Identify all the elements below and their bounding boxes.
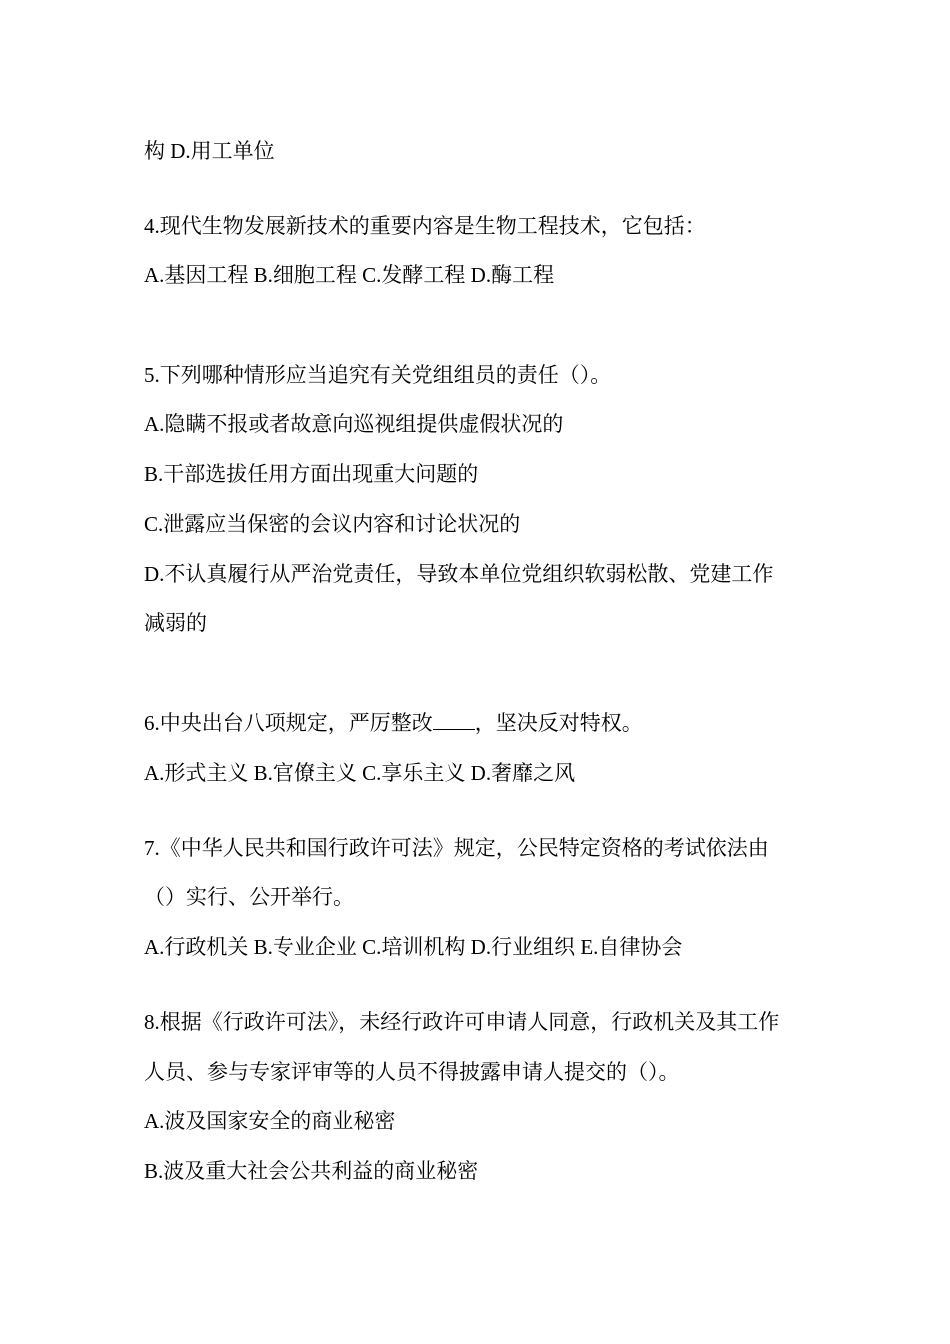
question-7-stem: 7.《中华人民共和国行政许可法》规定，公民特定资格的考试依法由 <box>144 836 769 860</box>
question-8-option-a: A.波及国家安全的商业秘密 <box>144 1109 396 1133</box>
question-7-options: A.行政机关 B.专业企业 C.培训机构 D.行业组织 E.自律协会 <box>144 935 683 959</box>
question-6-stem <box>144 709 643 737</box>
question-5-option-b: B.干部选拔任用方面出现重大问题的 <box>144 462 479 486</box>
question-6-stem-after: ，坚决反对特权。 <box>474 711 643 735</box>
question-6-stem-before: 6.中央出台八项规定，严厉整改 <box>144 711 433 735</box>
continued-option-fragment: 构 D.用工单位 <box>144 139 275 163</box>
question-4-stem: 4.现代生物发展新技术的重要内容是生物工程技术，它包括： <box>144 214 706 238</box>
question-5-option-c: C.泄露应当保密的会议内容和讨论状况的 <box>144 512 521 536</box>
question-5-option-d: D.不认真履行从严治党责任，导致本单位党组织软弱松散、党建工作 <box>144 562 774 586</box>
question-8-stem-continued: 人员、参与专家评审等的人员不得披露申请人提交的（）。 <box>144 1060 680 1084</box>
question-5-stem: 5.下列哪种情形应当追究有关党组组员的责任（）。 <box>144 363 612 387</box>
question-7-stem-continued: （）实行、公开举行。 <box>144 885 354 909</box>
question-6-options: A.形式主义 B.官僚主义 C.享乐主义 D.奢靡之风 <box>144 761 576 785</box>
question-5-option-d-continued: 减弱的 <box>144 611 207 635</box>
question-4-options: A.基因工程 B.细胞工程 C.发酵工程 D.酶工程 <box>144 263 555 287</box>
question-8-stem: 8.根据《行政许可法》，未经行政许可申请人同意，行政机关及其工作 <box>144 1010 780 1034</box>
question-8-option-b: B.波及重大社会公共利益的商业秘密 <box>144 1159 479 1183</box>
question-6-fill-blank <box>433 711 475 730</box>
question-5-option-a: A.隐瞒不报或者故意向巡视组提供虚假状况的 <box>144 412 564 436</box>
